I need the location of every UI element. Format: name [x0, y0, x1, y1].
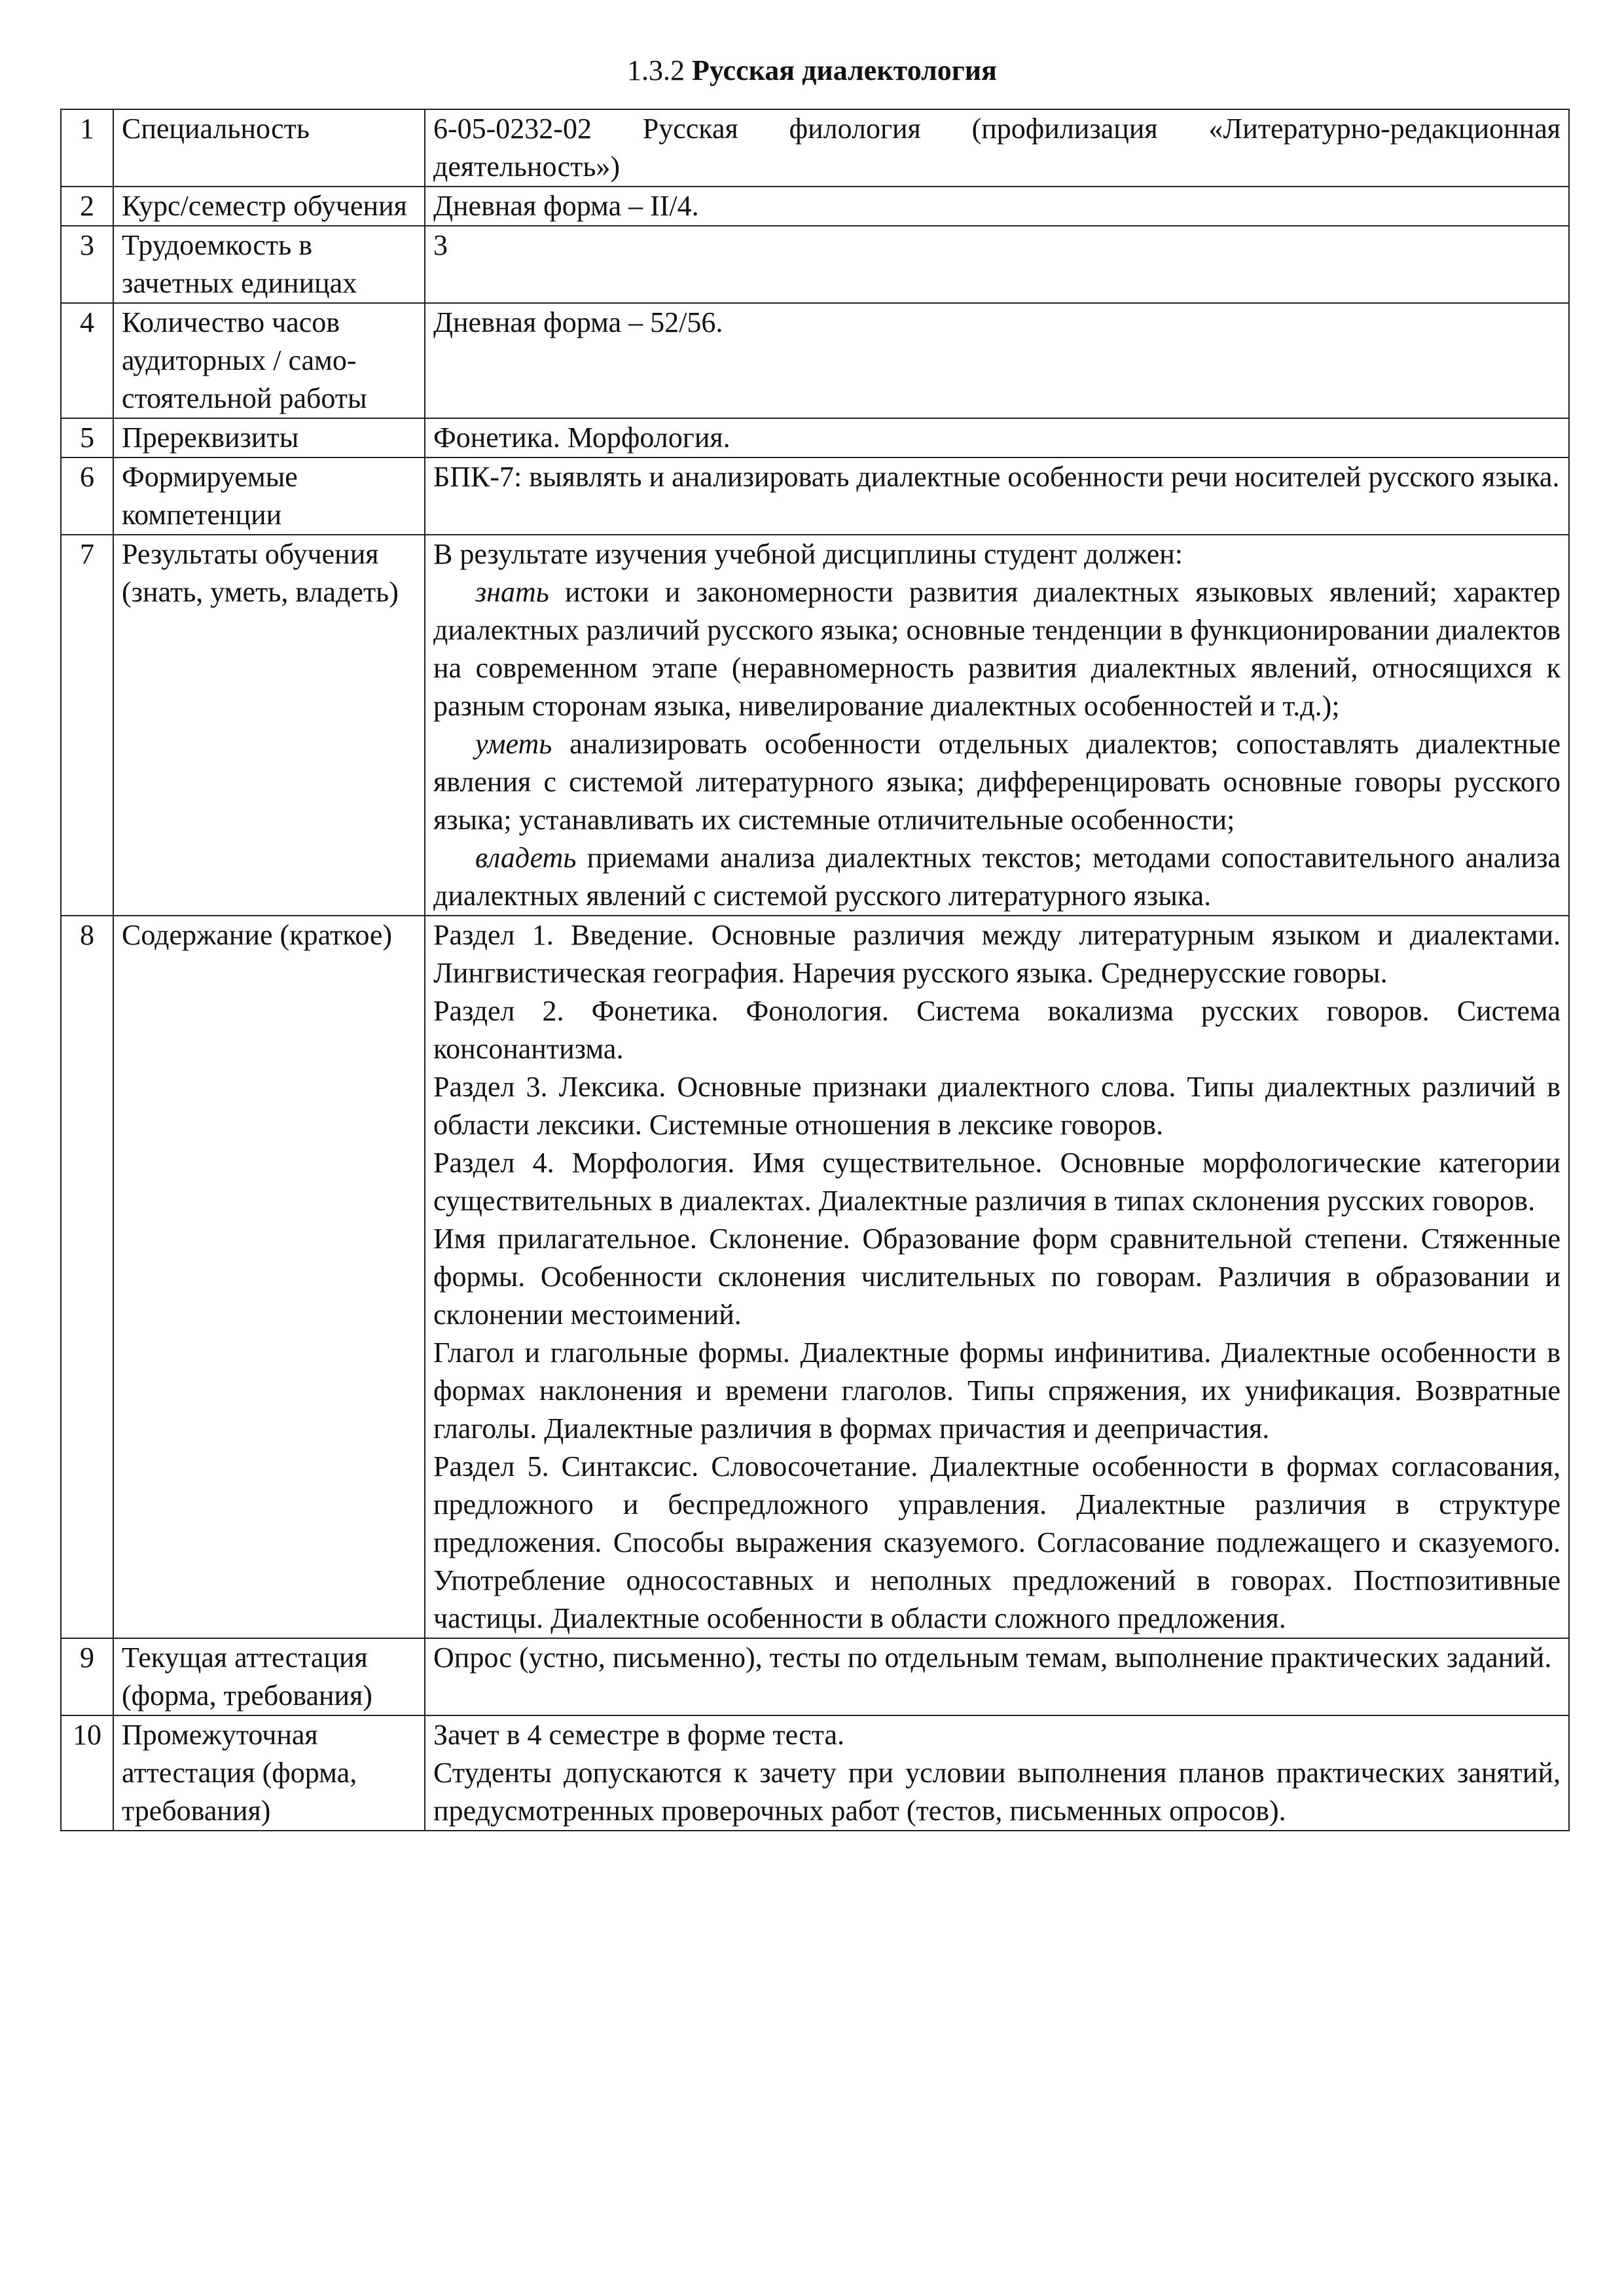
outcome-able — [433, 725, 1561, 839]
row-number: 5 — [61, 418, 113, 457]
row-number: 2 — [61, 187, 113, 226]
row-label: Содержание (краткое) — [113, 916, 425, 1638]
row-label: Текущая аттестация (форма, требования) — [113, 1638, 425, 1715]
content-section: Раздел 1. Введение. Основные различия между литературным языком и диалектами. Лингвистическая география. Наречия русского языка. Среднерусские говоры. — [433, 919, 1561, 989]
row-label: Курс/семестр обучения — [113, 187, 425, 226]
outcomes-intro: В результате изучения учебной дисциплины студент должен: — [433, 538, 1183, 570]
row-value — [425, 1715, 1569, 1831]
competence-text: БПК-7: выявлять и анализировать диалектные особенности речи носителей русского языка. — [433, 461, 1560, 493]
table-row — [61, 457, 1569, 535]
outcome-own-text: приемами анализа диалектных текстов; методами сопоставительного анализа диалектных явлений с системой русского литературного языка. — [433, 842, 1561, 912]
interim-assessment-line2: Студенты допускаются к зачету при условии выполнения планов практических занятий, предусмотренных проверочных работ (тестов, письменных опросов). — [433, 1757, 1561, 1827]
content-section: Раздел 4. Морфология. Имя существительное. Основные морфологические категории существительных в диалектах. Диалектные различия в типах склонения русских говоров. — [433, 1147, 1561, 1217]
outcome-own — [433, 839, 1561, 915]
row-number: 7 — [61, 535, 113, 916]
outcome-know-keyword: знать — [475, 576, 549, 608]
row-value: Дневная форма – II/4. — [425, 187, 1569, 226]
table-row — [61, 109, 1569, 187]
row-value: Дневная форма – 52/56. — [425, 303, 1569, 418]
outcome-know-text: истоки и закономерности развития диалектных языковых явлений; характер диалектных различий русского языка; основные тенденции в функционировании диалектов на современном этапе (неравномерность развития диалектных явлений, относящихся к разным сторонам языка, нивелирование диалектных особенностей и т.д.); — [433, 576, 1561, 722]
row-number: 8 — [61, 916, 113, 1638]
content-section: Имя прилагательное. Склонение. Образование форм сравнительной степени. Стяженные формы. Особенности склонения числительных по говорам. Различия в образовании и склонении местоимений. — [433, 1223, 1561, 1331]
content-section: Раздел 3. Лексика. Основные признаки диалектного слова. Типы диалектных различий в области лексики. Системные отношения в лексике говоров. — [433, 1071, 1561, 1141]
page-title — [0, 52, 1624, 89]
row-number: 1 — [61, 109, 113, 187]
table-row — [61, 418, 1569, 457]
row-label: Специальность — [113, 109, 425, 187]
outcome-able-text: анализировать особенности отдельных диалектов; сопоставлять диалектные явления с системой литературного языка; дифференцировать основные говоры русского языка; устанавливать их системные отличительные особенности; — [433, 728, 1561, 836]
row-label: Количество часов аудиторных / само-стоятельной работы — [113, 303, 425, 418]
current-assessment-text: Опрос (устно, письменно), тесты по отдельным темам, выполнение практических заданий. — [433, 1641, 1552, 1674]
table-row — [61, 187, 1569, 226]
row-label: Результаты обучения (знать, уметь, владеть) — [113, 535, 425, 916]
row-label: Трудоемкость в зачетных единицах — [113, 226, 425, 303]
row-value — [425, 109, 1569, 187]
outcome-know — [433, 573, 1561, 725]
table-row — [61, 1715, 1569, 1831]
table-row — [61, 226, 1569, 303]
row-number: 6 — [61, 457, 113, 535]
row-number: 3 — [61, 226, 113, 303]
row-number: 10 — [61, 1715, 113, 1831]
content-section: Раздел 5. Синтаксис. Словосочетание. Диалектные особенности в формах согласования, предложного и беспредложного управления. Диалектные различия в структуре предложения. Способы выражения сказуемого. Согласование подлежащего и сказуемого. Употребление односоставных и неполных предложений в говорах. Постпозитивные частицы. Диалектные особенности в области сложного предложения. — [433, 1450, 1561, 1634]
title-number: 1.3.2 — [627, 54, 685, 86]
table-row — [61, 1638, 1569, 1715]
table-row — [61, 303, 1569, 418]
content-section: Глагол и глагольные формы. Диалектные формы инфинитива. Диалектные особенности в формах наклонения и времени глаголов. Типы спряжения, их унификация. Возвратные глаголы. Диалектные различия в формах причастия и деепричастия. — [433, 1336, 1561, 1444]
title-name: Русская диалектология — [692, 54, 997, 86]
table-row — [61, 535, 1569, 916]
course-table — [60, 109, 1570, 1831]
row-value — [425, 535, 1569, 916]
specialty-text: 6-05-0232-02 Русская филология (профилизация «Литературно-редакционная деятельность») — [433, 113, 1561, 183]
row-value: Фонетика. Морфология. — [425, 418, 1569, 457]
row-number: 4 — [61, 303, 113, 418]
row-value — [425, 457, 1569, 535]
outcome-own-keyword: владеть — [475, 842, 577, 874]
row-value — [425, 916, 1569, 1638]
row-label: Формируемые компетенции — [113, 457, 425, 535]
content-section: Раздел 2. Фонетика. Фонология. Система вокализма русских говоров. Система консонантизма. — [433, 995, 1561, 1065]
row-number: 9 — [61, 1638, 113, 1715]
interim-assessment-line1: Зачет в 4 семестре в форме теста. — [433, 1719, 845, 1751]
row-value — [425, 1638, 1569, 1715]
row-label: Промежуточная аттестация (форма, требования) — [113, 1715, 425, 1831]
outcome-able-keyword: уметь — [475, 728, 552, 760]
table-row — [61, 916, 1569, 1638]
row-value: 3 — [425, 226, 1569, 303]
row-label: Пререквизиты — [113, 418, 425, 457]
